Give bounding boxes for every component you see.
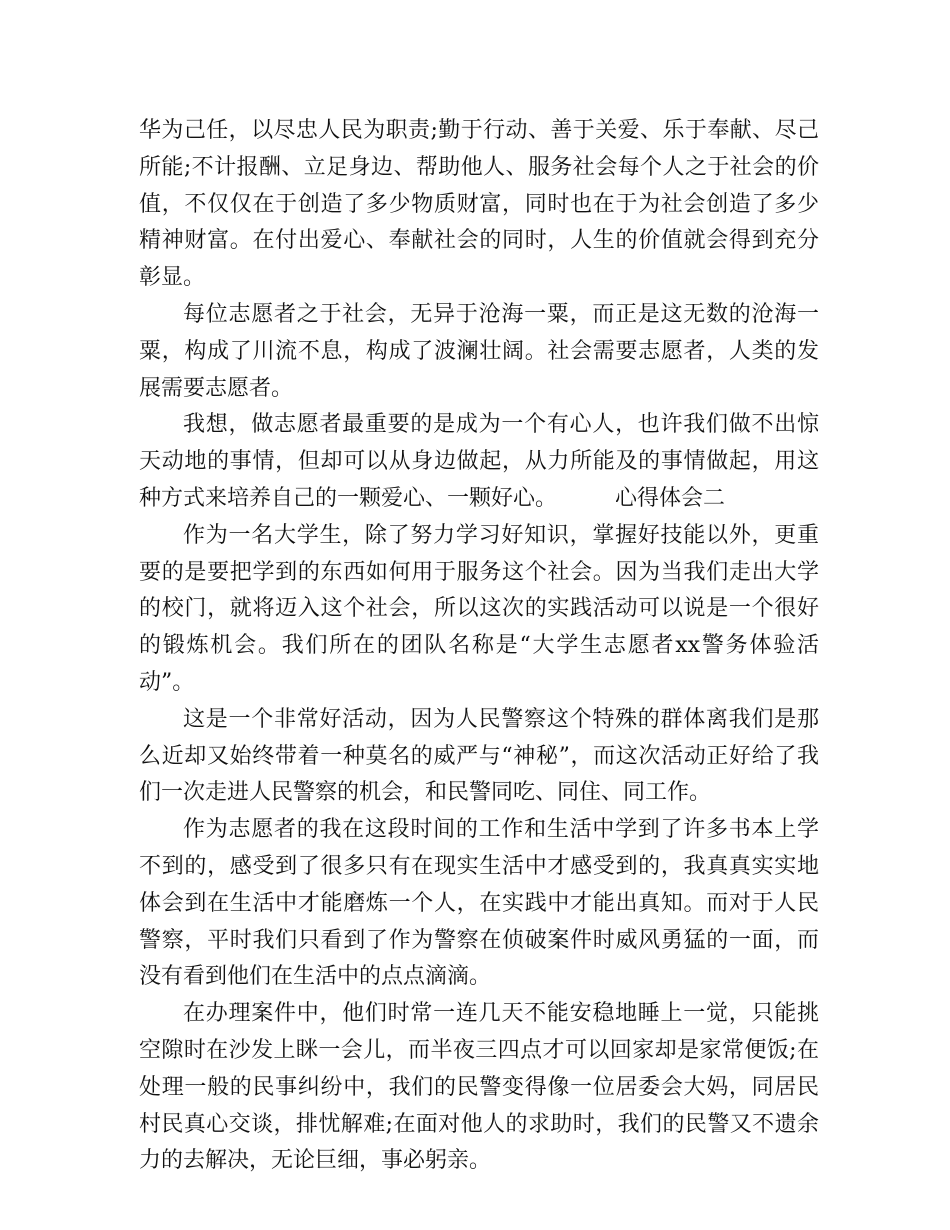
paragraph-3-text: 我想，做志愿者最重要的是成为一个有心人，也许我们做不出惊天动地的事情，但却可以从身边做起，从力所能及的事情做起，用这种方式来培养自己的一颗爱心、一颗好心。	[139, 412, 819, 511]
section-heading: 心得体会二	[615, 485, 726, 511]
paragraph-5: 这是一个非常好活动，因为人民警察这个特殊的群体离我们是那么近却又始终带着一种莫名的威严与“神秘”，而这次活动正好给了我们一次走进人民警察的机会，和民警同吃、同住、同工作。	[139, 706, 819, 806]
paragraph-4: 作为一名大学生，除了努力学习好知识，掌握好技能以外，更重要的是要把学到的东西如何用于服务这个社会。因为当我们走出大学的校门，就将迈入这个社会，所以这次的实践活动可以说是一个很好的锻炼机会。我们所在的团队名称是“大学生志愿者xx警务体验活动”。	[139, 522, 819, 695]
document-body	[139, 113, 819, 1180]
paragraph-3	[139, 407, 819, 517]
paragraph-1: 华为己任，以尽忠人民为职责;勤于行动、善于关爱、乐于奉献、尽己所能;不计报酬、立足身边、帮助他人、服务社会每个人之于社会的价值，不仅仅在于创造了多少物质财富，同时也在于为社会创造了多少精神财富。在付出爱心、奉献社会的同时，人生的价值就会得到充分彰显。	[139, 118, 819, 291]
paragraph-2: 每位志愿者之于社会，无异于沧海一粟，而正是这无数的沧海一粟，构成了川流不息，构成了波澜壮阔。社会需要志愿者，人类的发展需要志愿者。	[139, 301, 819, 401]
paragraph-6: 作为志愿者的我在这段时间的工作和生活中学到了许多书本上学不到的，感受到了很多只有在现实生活中才感受到的，我真真实实地体会到在生活中才能磨炼一个人，在实践中才能出真知。而对于人民警察，平时我们只看到了作为警察在侦破案件时威风勇猛的一面，而没有看到他们在生活中的点点滴滴。	[139, 817, 819, 990]
paragraph-7: 在办理案件中，他们时常一连几天不能安稳地睡上一觉，只能挑空隙时在沙发上眯一会儿，而半夜三四点才可以回家却是家常便饭;在处理一般的民事纠纷中，我们的民警变得像一位居委会大妈，同居民村民真心交谈，排忧解难;在面对他人的求助时，我们的民警又不遗余力的去解决，无论巨细，事必躬亲。	[139, 1001, 819, 1174]
